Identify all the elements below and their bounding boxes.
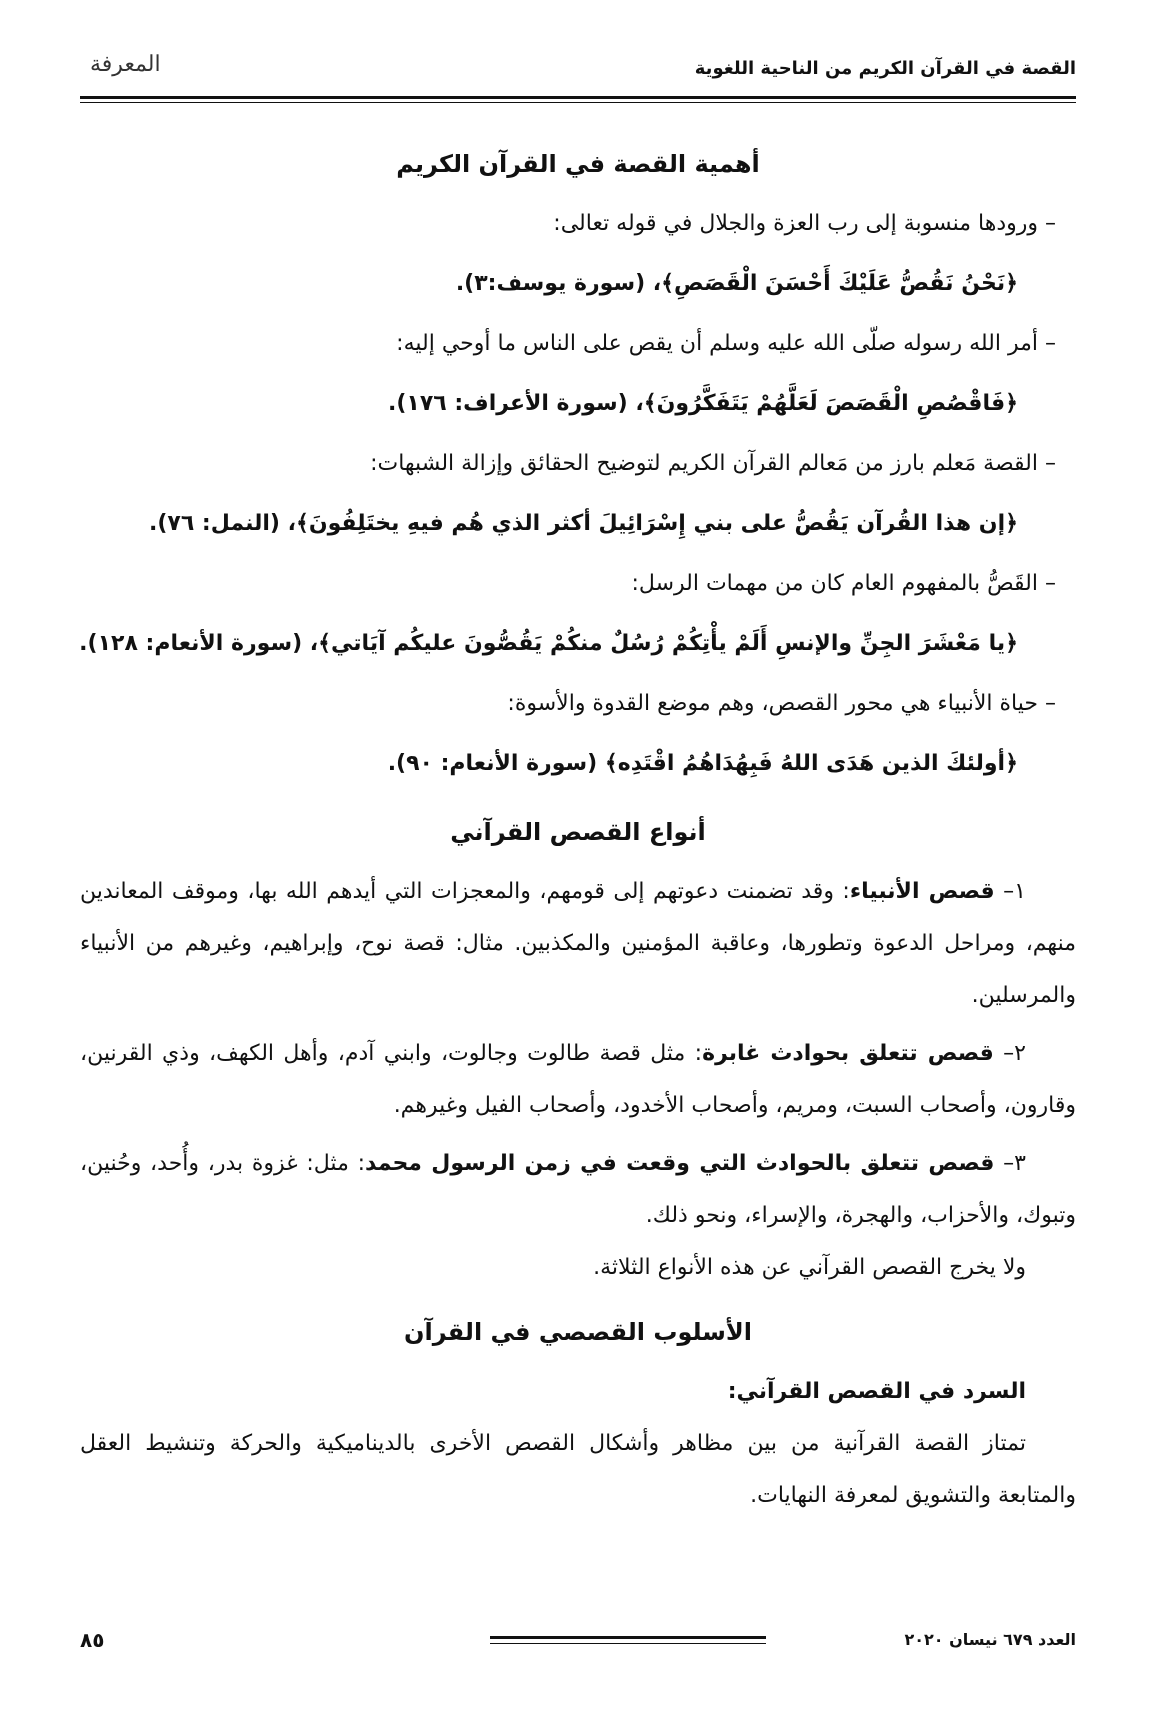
- section-title-style: الأسلوب القصصي في القرآن: [404, 1318, 752, 1346]
- verse-line: ﴿نَحْنُ نَقُصُّ عَلَيْكَ أَحْسَنَ الْقَصَصِ﴾، (سورة يوسف:٣).: [455, 271, 1018, 296]
- article-body: [80, 140, 1076, 1522]
- bullet-line: – القصة مَعلم بارز من مَعالم القرآن الكريم لتوضيح الحقائق وإزالة الشبهات:: [370, 451, 1056, 476]
- header-rule-thin: [80, 102, 1076, 103]
- page: [80, 0, 1076, 1717]
- item-heading: قصص الأنبياء: [849, 879, 995, 904]
- page-footer: [80, 1622, 1076, 1662]
- item-heading: قصص تتعلق بالحوادث التي وقعت في زمن الرسول محمد: [364, 1151, 995, 1176]
- footer-rule-thin: [490, 1643, 766, 1644]
- subsection-title: السرد في القصص القرآني:: [727, 1379, 1026, 1404]
- footer-rule: [490, 1636, 766, 1639]
- item-number: ١–: [994, 879, 1026, 904]
- verse-line: ﴿إن هذا القُرآن يَقُصُّ على بني إِسْرَائِيلَ أكثر الذي هُم فيهِ يختَلِفُونَ﴾، (النمل: ٧٦).: [148, 511, 1018, 536]
- body-paragraph: تمتاز القصة القرآنية من بين مظاهر وأشكال القصص الأخرى بالديناميكية والحركة وتنشيط العقل والمتابعة والتشويق لمعرفة النهايات.: [80, 1431, 1076, 1508]
- item-number: ٢–: [993, 1041, 1026, 1066]
- item-text: : مثل: غزوة بدر، وأُحد، وحُنين، وتبوك، والأحزاب، والهجرة، والإسراء، ونحو ذلك.: [80, 1151, 1076, 1228]
- type-item-3: [80, 1138, 1076, 1242]
- section-title-types: أنواع القصص القرآني: [450, 818, 706, 846]
- types-closing: ولا يخرج القصص القرآني عن هذه الأنواع الثلاثة.: [593, 1255, 1026, 1280]
- page-number: ٨٥: [80, 1628, 105, 1652]
- bullet-line: – ورودها منسوبة إلى رب العزة والجلال في قوله تعالى:: [553, 211, 1056, 236]
- running-title: القصة في القرآن الكريم من الناحية اللغوية: [694, 58, 1076, 79]
- bullet-line: – القَصُّ بالمفهوم العام كان من مهمات الرسل:: [631, 571, 1056, 596]
- header-rule: [80, 96, 1076, 99]
- type-item-2: [80, 1028, 1076, 1132]
- magazine-logo: المعرفة: [90, 52, 161, 77]
- section-title-importance: أهمية القصة في القرآن الكريم: [396, 150, 760, 178]
- verse-line: ﴿أولئكَ الذين هَدَى اللهُ فَبِهُدَاهُمُ اقْتَدِه﴾ (سورة الأنعام: ٩٠).: [387, 751, 1018, 776]
- bullet-line: – حياة الأنبياء هي محور القصص، وهم موضع القدوة والأسوة:: [507, 691, 1056, 716]
- verse-line: ﴿يا مَعْشَرَ الجِنِّ والإنسِ أَلَمْ يأْتِكُمْ رُسُلٌ منكُمْ يَقُصُّونَ عليكُم آيَاتي﴾، (سورة الأنعام: ١٢٨).: [79, 631, 1018, 656]
- issue-info: العدد ٦٧٩ نيسان ٢٠٢٠: [904, 1630, 1076, 1649]
- verse-line: ﴿فَاقْصُصِ الْقَصَصَ لَعَلَّهُمْ يَتَفَكَّرُونَ﴾، (سورة الأعراف: ١٧٦).: [387, 391, 1018, 416]
- item-heading: قصص تتعلق بحوادث غابرة: [702, 1041, 994, 1066]
- item-text: : مثل قصة طالوت وجالوت، وابني آدم، وأهل الكهف، وذي القرنين، وقارون، وأصحاب السبت، ومريم، وأصحاب الأخدود، وأصحاب الفيل وغيرهم.: [80, 1041, 1076, 1118]
- type-item-1: [80, 866, 1076, 1022]
- bullet-line: – أمر الله رسوله صلّى الله عليه وسلم أن يقص على الناس ما أوحي إليه:: [396, 331, 1056, 356]
- item-number: ٣–: [994, 1151, 1026, 1176]
- item-text: : وقد تضمنت دعوتهم إلى قومهم، والمعجزات التي أيدهم الله بها، وموقف المعاندين منهم، ومراحل الدعوة وتطورها، وعاقبة المؤمنين والمكذبين. مثال: قصة نوح، وإبراهيم، وغيرهم من الأنبياء والمرسلين.: [80, 879, 1076, 1008]
- page-header: [80, 48, 1076, 92]
